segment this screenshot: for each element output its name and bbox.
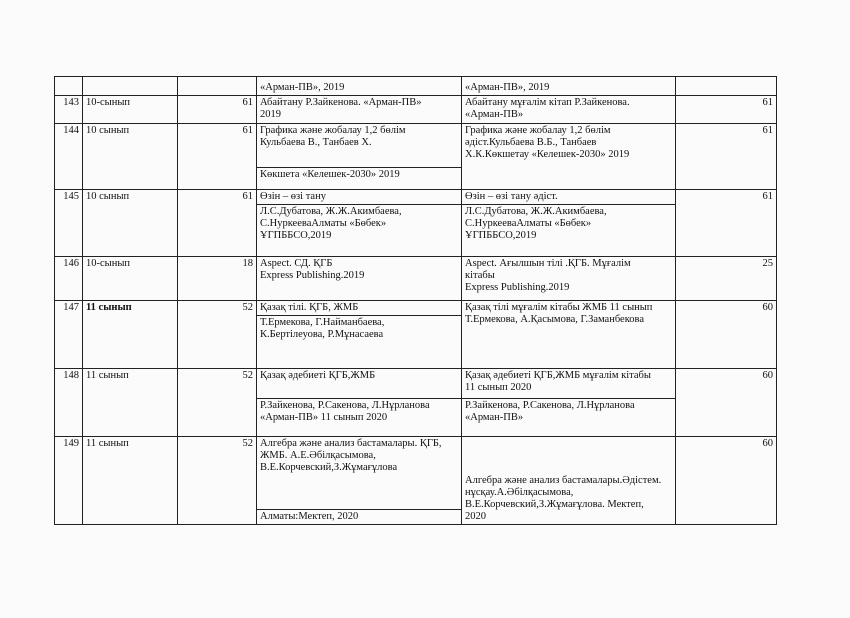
- count-cell: 52: [178, 369, 257, 437]
- teacher-book-extra: Р.Зайкенова, Р.Сакенова, Л.Нұрланова «Арман-ПВ»: [462, 399, 676, 437]
- student-book-cell: Графика және жобалау 1,2 бөлім Кульбаева В., Танбаев Х.: [257, 124, 462, 168]
- teacher-book-cell: Л.С.Дубатова, Ж.Ж.Акимбаева, С.НуркееваАлматы «Бөбек» ҰГПББСО,2019: [462, 205, 676, 257]
- count-cell: 61: [178, 124, 257, 190]
- student-book-cell: Т.Ермекова, Г.Найманбаева, К.Бертілеуова, Р.Мұнасаева: [257, 316, 462, 369]
- num-cell: 145: [55, 190, 83, 257]
- grade-cell: 10-сынып: [83, 257, 178, 301]
- teacher-count-cell: 61: [676, 124, 777, 190]
- table-row: [55, 190, 777, 205]
- table-row: [55, 96, 777, 124]
- num-cell: 147: [55, 301, 83, 369]
- student-book-title: Өзін – өзі тану: [257, 190, 462, 205]
- teacher-count-cell: [676, 77, 777, 96]
- student-book-cell: Абайтану Р.Зайкенова. «Арман-ПВ» 2019: [257, 96, 462, 124]
- teacher-count-cell: 61: [676, 190, 777, 257]
- grade-cell: [83, 77, 178, 96]
- teacher-book-title: Өзін – өзі тану әдіст.: [462, 190, 676, 205]
- teacher-book-cell: Қазақ тілі мұғалім кітабы ЖМБ 11 сынып Т.Ермекова, А.Қасымова, Г.Заманбекова: [462, 301, 676, 369]
- teacher-book-cell: Графика және жобалау 1,2 бөлім әдіст.Кульбаева В.Б., Танбаев Х.К.Көкшетау «Келешек-2030» 2019: [462, 124, 676, 190]
- student-book-cell: Алгебра және анализ бастамалары. ҚГБ, ЖМБ. А.Е.Әбілқасымова, В.Е.Корчевский,З.Жұмағұлова: [257, 437, 462, 510]
- count-cell: 52: [178, 301, 257, 369]
- student-book-cell: Aspect. СД. ҚГБ Express Publishing.2019: [257, 257, 462, 301]
- count-cell: 52: [178, 437, 257, 525]
- table-row: [55, 369, 777, 399]
- student-book-extra: Алматы:Мектеп, 2020: [257, 510, 462, 525]
- table-row: [55, 437, 777, 510]
- table-row: [55, 257, 777, 301]
- count-cell: 61: [178, 96, 257, 124]
- count-cell: 61: [178, 190, 257, 257]
- count-cell: [178, 77, 257, 96]
- grade-cell: 11 сынып: [83, 369, 178, 437]
- grade-cell: 11 сынып: [83, 437, 178, 525]
- student-book-extra: Көкшета «Келешек-2030» 2019: [257, 168, 462, 190]
- student-book-cell: Л.С.Дубатова, Ж.Ж.Акимбаева, С.НуркееваАлматы «Бөбек» ҰГПББСО,2019: [257, 205, 462, 257]
- grade-cell: 10 сынып: [83, 190, 178, 257]
- teacher-book-cell: «Арман-ПВ», 2019: [462, 77, 676, 96]
- table-row: [55, 124, 777, 168]
- grade-cell: 11 сынып: [83, 301, 178, 369]
- teacher-book-cell: Aspect. Ағылшын тілі .ҚГБ. Мұғалім кітабы Express Publishing.2019: [462, 257, 676, 301]
- num-cell: 148: [55, 369, 83, 437]
- teacher-book-cell: Абайтану мұғалім кітап Р.Зайкенова. «Арман-ПВ»: [462, 96, 676, 124]
- teacher-count-cell: 60: [676, 369, 777, 437]
- teacher-count-cell: 60: [676, 301, 777, 369]
- teacher-count-cell: 61: [676, 96, 777, 124]
- teacher-count-cell: 60: [676, 437, 777, 525]
- student-book-title: Қазақ тілі. ҚГБ, ЖМБ: [257, 301, 462, 316]
- table-row: [55, 301, 777, 316]
- num-cell: 143: [55, 96, 83, 124]
- textbook-table: [54, 76, 777, 525]
- teacher-count-cell: 25: [676, 257, 777, 301]
- student-book-title: Қазақ әдебиеті ҚГБ,ЖМБ: [257, 369, 462, 399]
- count-cell: 18: [178, 257, 257, 301]
- num-cell: [55, 77, 83, 96]
- teacher-book-cell: Қазақ әдебиеті ҚГБ,ЖМБ мұғалім кітабы 11 сынып 2020: [462, 369, 676, 399]
- student-book-cell: Р.Зайкенова, Р.Сакенова, Л.Нұрланова «Арман-ПВ» 11 сынып 2020: [257, 399, 462, 437]
- student-book-cell: «Арман-ПВ», 2019: [257, 77, 462, 96]
- grade-cell: 10-сынып: [83, 96, 178, 124]
- num-cell: 144: [55, 124, 83, 190]
- table-row: [55, 77, 777, 96]
- num-cell: 149: [55, 437, 83, 525]
- teacher-book-cell: Алгебра және анализ бастамалары.Әдістем. нұсқау.А.Әбілқасымова, В.Е.Корчевский,З.Жұмағұлова. Мектеп, 2020: [462, 437, 676, 525]
- num-cell: 146: [55, 257, 83, 301]
- grade-cell: 10 сынып: [83, 124, 178, 190]
